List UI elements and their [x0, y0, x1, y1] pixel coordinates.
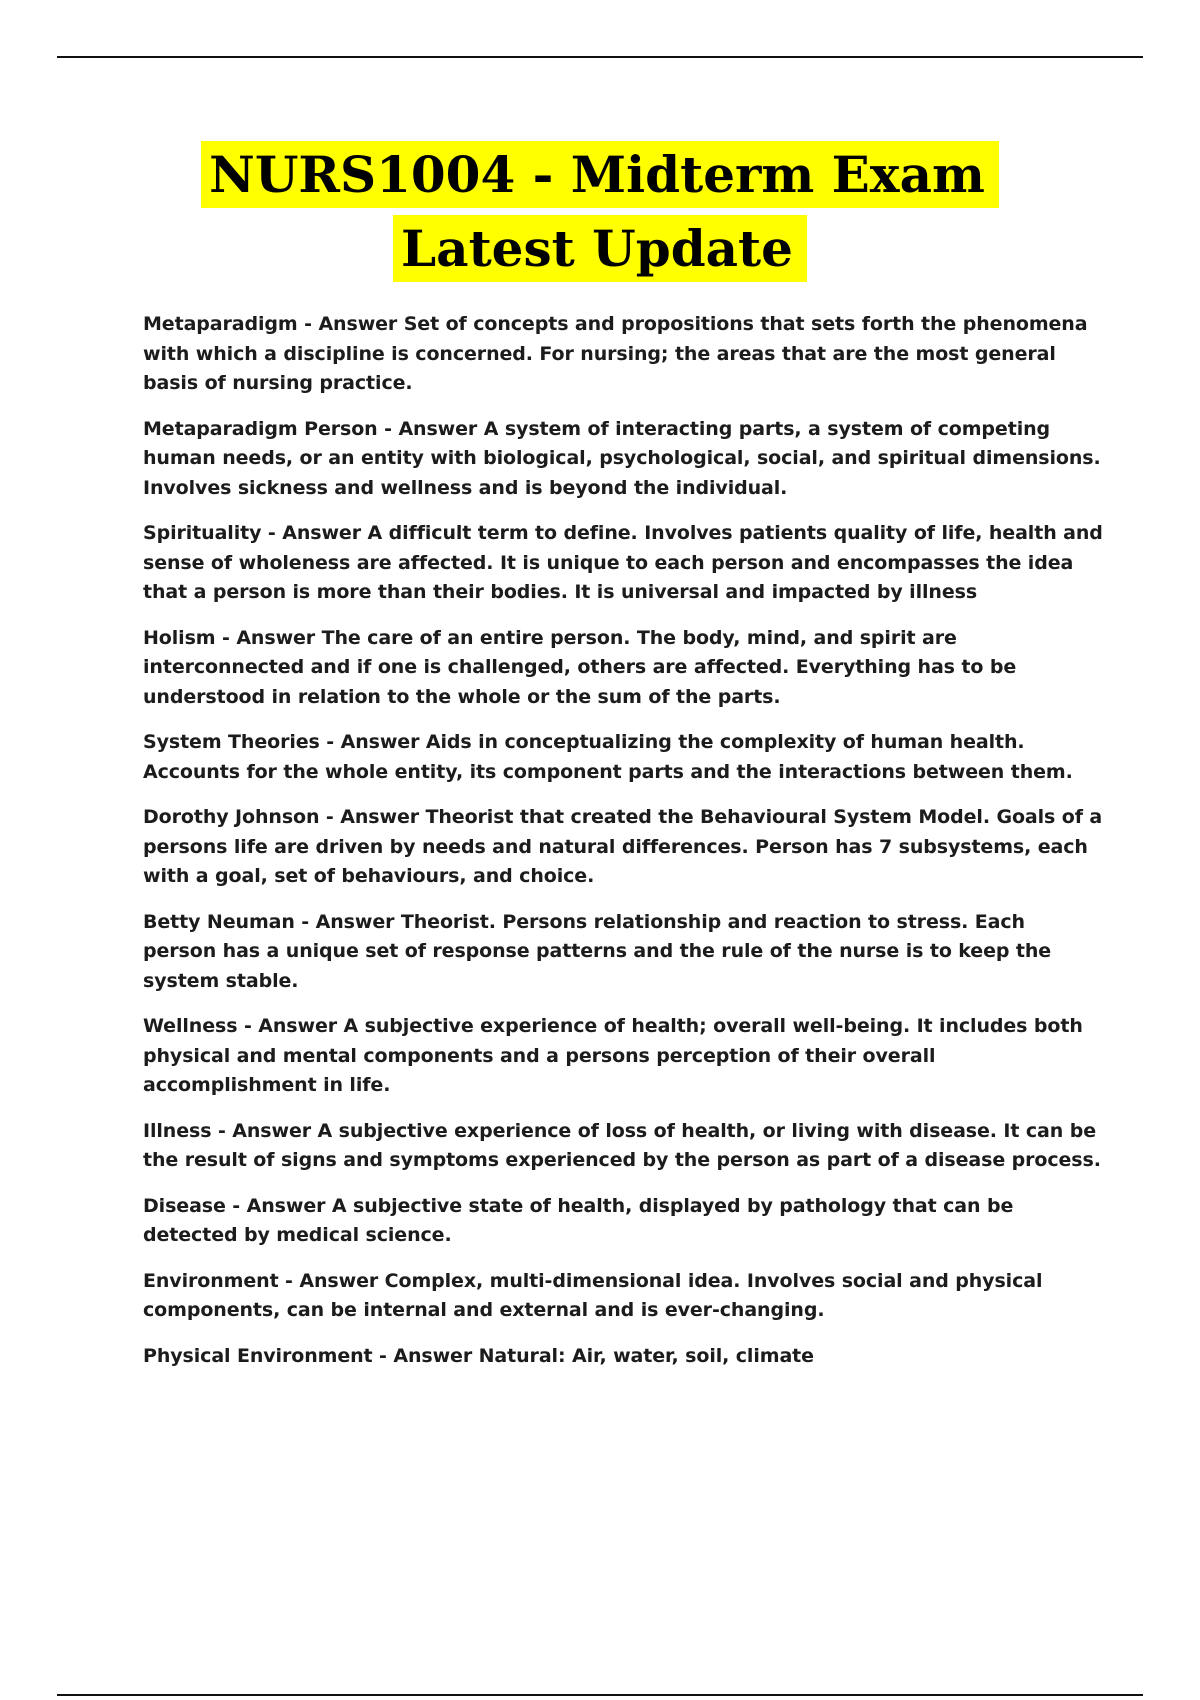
- entry-label: Answer: [393, 1344, 473, 1367]
- entry-term: Physical Environment -: [143, 1345, 393, 1367]
- entry-label: Answer: [340, 806, 419, 828]
- entry-definition: A subjective experience of loss of health, or living with disease. It can be the result of signs and symptoms experienced by the person as part of a disease process.: [143, 1119, 1101, 1171]
- entry-term: System Theories -: [143, 731, 341, 753]
- entry-term: Illness -: [143, 1120, 232, 1142]
- entry-definition: Aids in conceptualizing the complexity of human health. Accounts for the whole entity, its component parts and the interactions between them.: [143, 731, 1073, 783]
- entry-definition: A system of interacting parts, a system of competing human needs, or an entity with biological, psychological, social, and spiritual dimensions. Involves sickness and wellness and is beyond the individual.: [143, 417, 1101, 499]
- top-rule: [57, 56, 1143, 58]
- entry-term: Spirituality -: [143, 522, 282, 544]
- entry-dorothy-johnson: [143, 803, 1103, 892]
- entry-label: Answer: [315, 910, 395, 933]
- entry-definition: Theorist that created the Behavioural System Model. Goals of a persons life are driven by needs and natural differences. Person has 7 subsystems, each with a goal, set of behaviours, and choice.: [143, 806, 1103, 887]
- document-title: [0, 138, 1200, 286]
- entry-label: Answer: [340, 731, 420, 753]
- title-line-1: [0, 138, 1200, 212]
- entry-label: Answer: [299, 1269, 379, 1292]
- entry-term: Metaparadigm Person -: [143, 418, 398, 440]
- entry-term: Disease -: [143, 1195, 247, 1217]
- entry-term: Betty Neuman -: [143, 911, 316, 933]
- entry-environment: [143, 1267, 1103, 1326]
- entry-label: Answer: [318, 313, 398, 335]
- entry-definition: The care of an entire person. The body, mind, and spirit are interconnected and if one is challenged, others are affected. Everything has to be understood in relation to the whole or the sum of the parts.: [143, 626, 1017, 708]
- entry-definition: Theorist. Persons relationship and reaction to stress. Each person has a unique set of response patterns and the rule of the nurse is to keep the system stable.: [143, 910, 1052, 992]
- title-line-2-text: Latest Update: [393, 215, 807, 282]
- entry-metaparadigm-person: [143, 415, 1103, 504]
- entry-label: Answer: [282, 522, 361, 544]
- entry-definition: A subjective state of health, displayed by pathology that can be detected by medical science.: [143, 1194, 1014, 1246]
- entry-label: Answer: [398, 417, 478, 440]
- entry-definition: Natural: Air, water, soil, climate: [478, 1344, 814, 1367]
- entry-label: Answer: [232, 1119, 312, 1142]
- entry-term: Dorothy Johnson -: [143, 806, 340, 828]
- entry-definition: A difficult term to define. Involves patients quality of life, health and sense of wholeness are affected. It is unique to each person and encompasses the idea that a person is more than their bodies. It is universal and impacted by illness: [143, 522, 1103, 603]
- entry-term: Environment -: [143, 1270, 299, 1292]
- entry-disease: [143, 1192, 1103, 1251]
- entry-definition: A subjective experience of health; overall well-being. It includes both physical and mental components and a persons perception of their overall accomplishment in life.: [143, 1015, 1083, 1096]
- entry-holism: [143, 624, 1103, 713]
- entry-system-theories: [143, 728, 1103, 787]
- entry-label: Answer: [246, 1194, 326, 1217]
- entry-label: Answer: [258, 1015, 338, 1037]
- entry-definition: Set of concepts and propositions that sets forth the phenomena with which a discipline is concerned. For nursing; the areas that are the most general basis of nursing practice.: [143, 313, 1088, 394]
- entry-betty-neuman: [143, 908, 1103, 997]
- entry-illness: [143, 1117, 1103, 1176]
- title-line-2: [0, 212, 1200, 286]
- entry-term: Wellness -: [143, 1015, 258, 1037]
- entry-metaparadigm: [143, 310, 1103, 399]
- entry-physical-environment: [143, 1342, 1103, 1372]
- title-line-1-text: NURS1004 - Midterm Exam: [201, 141, 999, 208]
- entry-definition: Complex, multi-dimensional idea. Involves social and physical components, can be internal and external and is ever-changing.: [143, 1269, 1043, 1321]
- entry-label: Answer: [236, 626, 316, 649]
- entry-term: Metaparadigm -: [143, 313, 318, 335]
- entry-spirituality: [143, 519, 1103, 608]
- bottom-rule: [57, 1694, 1143, 1696]
- entry-term: Holism -: [143, 627, 236, 649]
- entries-list: [143, 310, 1103, 1387]
- entry-wellness: [143, 1012, 1103, 1101]
